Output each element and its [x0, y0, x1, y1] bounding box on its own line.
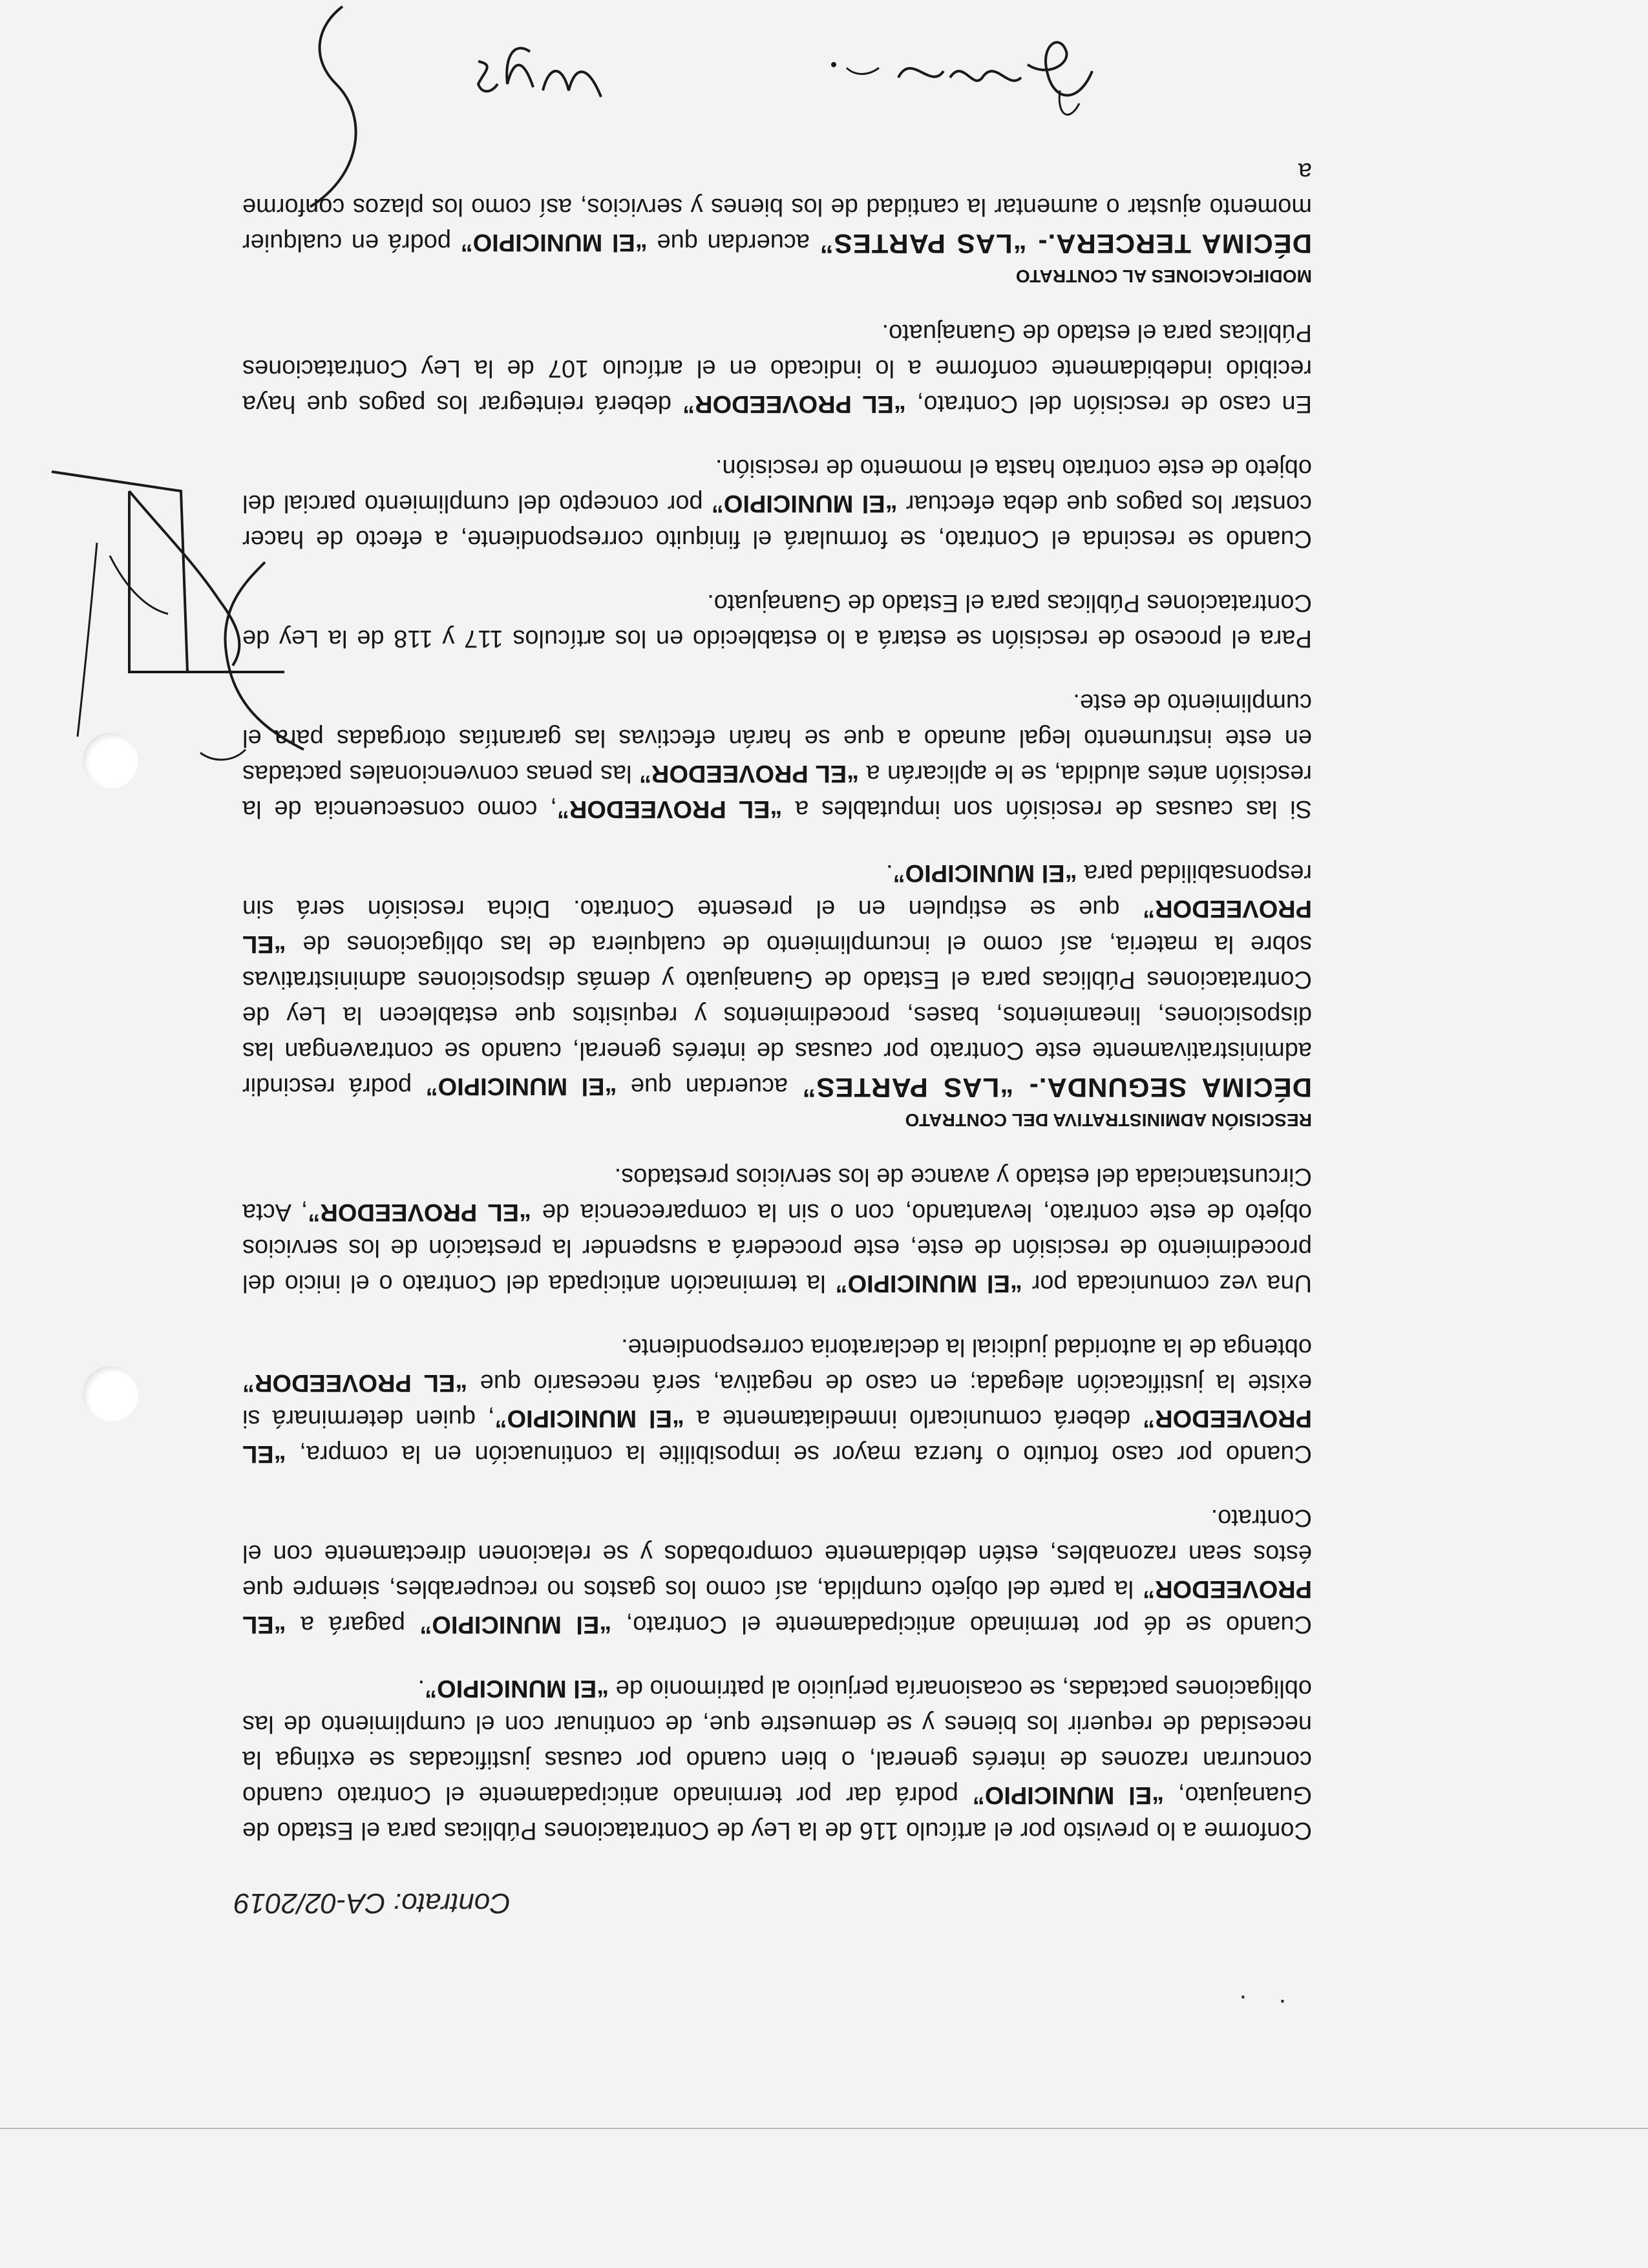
punch-hole-lower [83, 733, 138, 788]
paragraph-penalties: Si las causas de rescisión son imputables a “EL PROVEEDOR”, como consecuencia de la rescisión antes aludida, se le aplicarán a “EL PROVEEDOR” las penas convencionales pactadas en este instrumento legal aunado a que se harán efectivas las garantías otorgadas para el cumplimiento de este. [242, 689, 1312, 823]
stray-mark: . [1278, 1994, 1286, 2022]
paragraph-clause-thirteenth: DÉCIMA TERCERA.- “LAS PARTES” acuerdan que “El MUNICIPIO” podrá en cualquier momento ajustar o aumentar la cantidad de los bienes y servicios, así como los plazos conforme a [242, 158, 1312, 259]
paragraph-clause-twelfth: DÉCIMA SEGUNDA.- “LAS PARTES” acuerdan que “El MUNICIPIO” podrá rescindir administrativamente este Contrato por causas de interés general, cuando se contravengan las disposiciones, lineamientos, bases, procedimientos y requisitos que establecen la Ley de Contrataciones Públicas para el Estado de Guanajuato y demás disposiciones administrativas sobre la materia, así como el incumplimiento de cualquiera de las obligaciones de “EL PROVEEDOR” que se estipulen en el presente Contrato. Dicha rescisión será sin responsabilidad para “El MUNICIPIO”. [242, 859, 1312, 1103]
section-heading-rescission: RESCISIÓN ADMINISTRATIVA DEL CONTRATO [905, 1110, 1312, 1130]
document-body [242, 125, 1312, 1848]
paragraph-reimbursement: En caso de rescisión del Contrato, “EL PROVEEDOR” deberá reintegrar los pagos que haya recibido indebidamente conforme a lo indicado en el artículo 107 de la Ley Contrataciones Públicas para el estado de Guanajuato. [242, 319, 1312, 417]
section-heading-modifications: MODIFICACIONES AL CONTRATO [1015, 266, 1312, 286]
contract-reference: Contrato: CA-02/2019 [233, 1887, 511, 1919]
paragraph-rescission-process: Para el proceso de rescisión se estará a lo establecido en los artículos 117 y 118 de la Ley de Contrataciones Públicas para el Estado de Guanajuato. [242, 589, 1312, 652]
paragraph-termination-payment: Cuando se dé por terminado anticipadamente el Contrato, “El MUNICIPIO” pagará a “EL PROVEEDOR” la parte del objeto cumplida, así como los gastos no recuperables, siempre que éstos sean razonables, estén debidamente comprobados y se relacionen directamente con el Contrato. [242, 1504, 1312, 1638]
handwritten-name [808, 13, 1105, 129]
paragraph-termination: Conforme a lo previsto por el artículo 116 de la Ley de Contrataciones Públicas para el Estado de Guanajuato, “El MUNICIPIO” podrá dar por terminado anticipadamente el Contrato cuando concurran razones de interés general, o bien cuando por causas justificadas se extinga la necesidad de requerir los bienes y se demuestre que, de continuar con el cumplimiento de las obligaciones pactadas, se ocasionaría perjuicio al patrimonio de “El MUNICIPIO”. [242, 1675, 1312, 1844]
handwritten-initials [459, 39, 614, 123]
paragraph-settlement: Cuando se rescinda el Contrato, se formulará el finiquito correspondiente, a efecto de hacer constar los pagos que deba efectuar “El MUNICIPIO” por concepto del cumplimiento parcial del objeto de este contrato hasta el momento de rescisión. [242, 454, 1312, 552]
paragraph-force-majeure: Cuando por caso fortuito o fuerza mayor se imposibilite la continuación en la compra, “EL PROVEEDOR” deberá comunicarlo inmediatamente a “El MUNICIPIO”, quien determinará si existe la justificación alegada; en caso de negativa, será necesario que “EL PROVEEDOR” obtenga de la autoridad judicial la declaratoria correspondiente. [242, 1334, 1312, 1467]
paragraph-suspension: Una vez comunicada por “El MUNICIPIO” la terminación anticipada del Contrato o el inicio del procedimiento de rescisión de este, este procederá a suspender la prestación de los servicios objeto de este contrato, levantando, con o sin la comparecencia de “EL PROVEEDOR”, Acta Circunstanciada del estado y avance de los servicios prestados. [242, 1163, 1312, 1297]
scan-edge-line [0, 2128, 1648, 2129]
punch-hole-upper [83, 1366, 138, 1422]
stray-mark: · [1238, 1984, 1247, 2013]
